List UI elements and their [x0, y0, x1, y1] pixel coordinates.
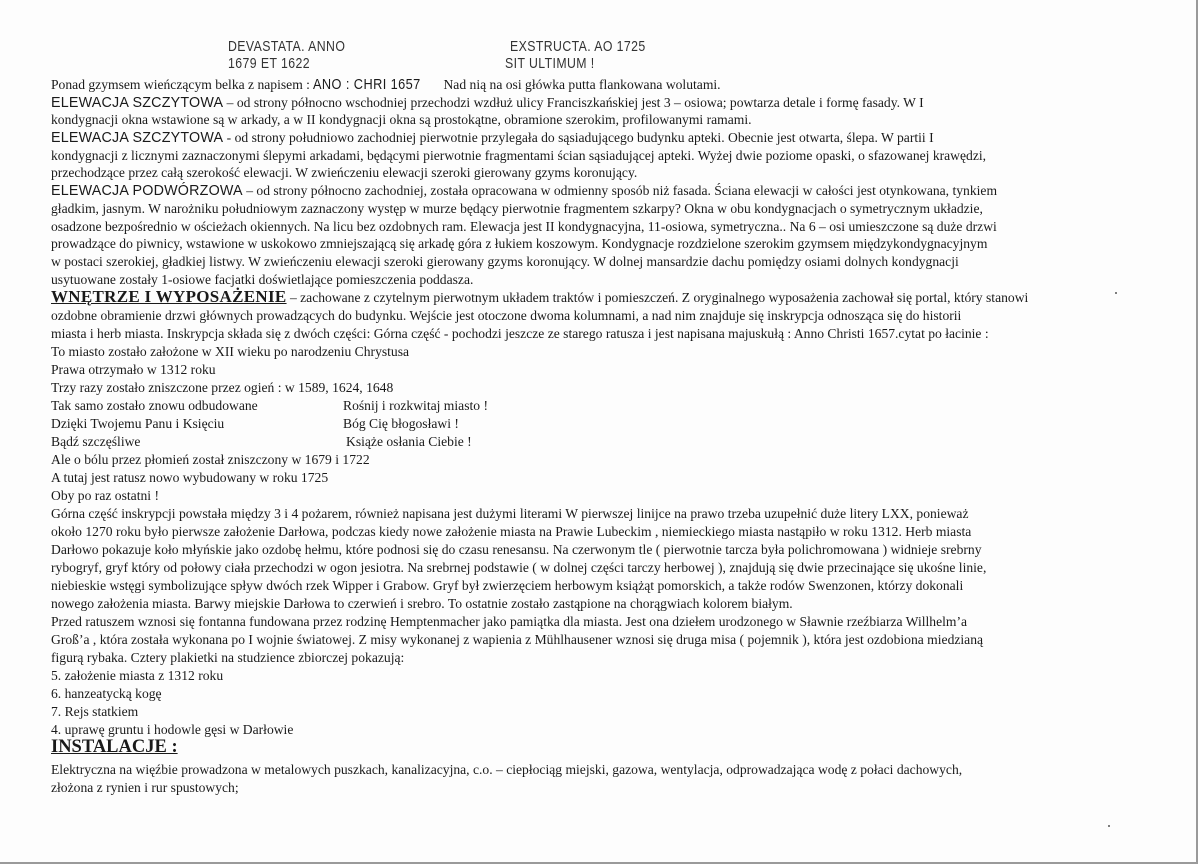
- section-heading-szczytowa-sw: ELEWACJA SZCZYTOWA: [51, 130, 224, 146]
- heading-text: INSTALACJE :: [51, 737, 178, 757]
- list-item: 7. Rejs statkiem: [51, 704, 139, 719]
- inscription-left-line2: 1679 ET 1622: [228, 55, 310, 72]
- text-span: – od strony północno wschodniej przechodzi wzdłuż ulicy Franciszkańskiej jest 3 – osiowa; powtarza detale i formę fasady. W I: [223, 95, 924, 110]
- paragraph-line: Darłowo pokazuje koło młyńskie jako ozdobę hełmu, które podnosi się do czasu renesansu. Na czerwonym tle ( pierwotnie tarcza była polichromowana ) widnieje srebrny: [51, 542, 982, 557]
- poem-line-right: Książe osłania Ciebie !: [346, 434, 472, 449]
- paragraph-line: w postaci szerokiej, gładkiej listwy. W zwieńczeniu elewacji szeroki gierowany gzyms koronujący. W dolnej mansardzie dachu pomiędzy osiami dolnych kondygnacji: [51, 254, 959, 269]
- text-span: Ponad gzymsem wieńczącym belka z napisem :: [51, 77, 314, 92]
- paragraph-line: ozdobne obramienie drzwi głównych prowadzących do budynku. Wejście jest otoczone dwoma kolumnami, a nad nim znajduje się inskrypcja odnosząca się do historii: [51, 308, 962, 323]
- paragraph-line: [51, 129, 934, 147]
- text-span: Nad nią na osi główka putta flankowana wolutami.: [440, 77, 721, 92]
- section-heading-podworzowa: ELEWACJA PODWÓRZOWA: [51, 183, 243, 199]
- poem-line-right: Bóg Cię błogosławi !: [343, 416, 459, 431]
- section-heading-instalacje: [51, 739, 178, 756]
- poem-line: Dzięki Twojemu Panu i Księciu: [51, 416, 225, 431]
- paragraph-line: złożona z rynien i rur spustowych;: [51, 780, 239, 795]
- paragraph-line: Oby po raz ostatni !: [51, 488, 159, 503]
- paragraph-line: To miasto zostało założone w XII wieku po narodzeniu Chrystusa: [51, 344, 410, 359]
- scan-speck: [1108, 825, 1110, 827]
- paragraph-line: [51, 182, 997, 200]
- paragraph-line: gładkim, jasnym. W narożniku południowym zaznaczony występ w murze będący pierwotnie fragmentem szkarpy? Okna w obu kondygnacjach o symetrycznym układzie,: [51, 201, 983, 216]
- paragraph-line: [51, 76, 721, 93]
- text-span: – od strony północno zachodniej, została opracowana w odmienny sposób niż fasada. Ściana elewacji w całości jest otynkowana, tynkiem: [242, 183, 998, 198]
- paragraph-line: A tutaj jest ratusz nowo wybudowany w roku 1725: [51, 470, 329, 485]
- list-item: 6. hanzeatycką kogę: [51, 686, 162, 701]
- paragraph-line: niebieskie wstęgi symbolizujące spływ dwóch rzek Wipper i Grabow. Gryf był zwierzęciem herbowym książąt pomorskich, a także rodów Swenzonen, którzy dokonali: [51, 578, 964, 593]
- poem-line: Tak samo zostało znowu odbudowane: [51, 398, 258, 413]
- poem-line: Bądź szczęśliwe: [51, 434, 141, 449]
- list-item: 4. uprawę gruntu i hodowle gęsi w Darłowie: [51, 722, 294, 737]
- inscription-right-line2: SIT ULTIMUM !: [505, 55, 595, 72]
- paragraph-line: Prawa otrzymało w 1312 roku: [51, 362, 216, 377]
- paragraph-line: prowadzące do piwnicy, wstawione w uskokowo zmniejszającą się arkadę góra z łukiem koszowym. Kondygnacje rozdzielone szerokim gzymsem międzykondygnacyjnym: [51, 236, 988, 251]
- inscription-right-line1: EXSTRUCTA. AO 1725: [510, 38, 646, 55]
- paragraph-line: około 1270 roku było pierwsze założenie Darłowa, podczas kiedy nowe założenie miasta na Prawie Lubeckim , niemieckiego miasta nastąpiło w roku 1312. Herb miasta: [51, 524, 972, 539]
- scan-speck: [1115, 292, 1117, 294]
- paragraph-line: figurą rybaka. Cztery plakietki na studzience zbiorczej pokazują:: [51, 650, 405, 665]
- list-item: 5. założenie miasta z 1312 roku: [51, 668, 224, 683]
- paragraph-line: kondygnacji z licznymi zaznaczonymi ślepymi arkadami, będącymi pierwotnie fragmentami ścian sąsiadującej apteki. Wyżej dwie poziome opaski, o sfazowanej krawędzi,: [51, 148, 987, 163]
- paragraph-line: Górna część inskrypcji powstała między 3 i 4 pożarem, również napisana jest dużymi literami W pierwszej linijce na prawo trzeba uzupełnić duże litery LXX, ponieważ: [51, 506, 969, 521]
- paragraph-line: usytuowane zostały 1-osiowe facjatki doświetlające pomieszczenia poddasza.: [51, 272, 474, 287]
- paragraph-line: Przed ratuszem wznosi się fontanna fundowana przez rodzinę Hemptenmacher jako pamiątka dla miasta. Jest ona dziełem urodzonego w Sławnie rzeźbiarza Willhelm’a: [51, 614, 968, 629]
- section-heading-szczytowa-ne: ELEWACJA SZCZYTOWA: [51, 95, 224, 111]
- paragraph-line: Trzy razy zostało zniszczone przez ogień : w 1589, 1624, 1648: [51, 380, 394, 395]
- section-heading-wnetrze: WNĘTRZE I WYPOSAŻENIE: [51, 287, 287, 306]
- paragraph-line: [51, 94, 924, 112]
- paragraph-line: nowego założenia miasta. Barwy miejskie Darłowa to czerwień i srebro. To ostatnie zostało zastąpione na chorągwiach kolorem białym.: [51, 596, 793, 611]
- text-span: – zachowane z czytelnym pierwotnym układem traktów i pomieszczeń. Z oryginalnego wyposażenia zachował się portal, który stanowi: [286, 290, 1029, 305]
- paragraph-line: kondygnacji okna wstawione są w arkady, a w II kondygnacji okna są prostokątne, obramione szerokim, profilowanymi ramami.: [51, 112, 752, 127]
- paragraph-line: rybogryf, gryf który od połowy ciała przechodzi w ogon jesiotra. Na srebrnej podstawie ( w dolnej części tarczy herbowej ), znajdują się dwie przecinające się ukośne linie,: [51, 560, 987, 575]
- paragraph-line: przechodzące przez całą szerokość elewacji. W zwieńczeniu elewacji szeroki gierowany gzyms koronujący.: [51, 165, 638, 180]
- inscription-left-line1: DEVASTATA. ANNO: [228, 38, 346, 55]
- inscription-text: ANO : CHRI 1657: [313, 76, 422, 93]
- paragraph-line: miasta i herb miasta. Inskrypcja składa się z dwóch części: Górna część - pochodzi jeszcze ze starego ratusza i jest napisana majuskułą : Anno Christi 1657.cytat po łacinie :: [51, 326, 989, 341]
- paragraph-line: Ale o bólu przez płomień został zniszczony w 1679 i 1722: [51, 452, 370, 467]
- text-span: - od strony południowo zachodniej pierwotnie przylegała do sąsiadującego budynku apteki. Obecnie jest otwarta, ślepa. W partii I: [223, 130, 934, 145]
- paragraph-line: [51, 288, 1028, 306]
- paragraph-line: Elektryczna na więźbie prowadzona w metalowych puszkach, kanalizacyjna, c.o. – ciepłociąg miejski, gazowa, wentylacja, odprowadzająca wodę z połaci dachowych,: [51, 762, 963, 777]
- paragraph-line: osadzone bezpośrednio w ościeżach okiennych. Na licu bez ozdobnych ram. Elewacja jest II kondygnacyjna, 11-osiowa, symetryczna.. Na 6 – osi umieszczone są duże drzwi: [51, 219, 997, 234]
- poem-line-right: Rośnij i rozkwitaj miasto !: [343, 398, 488, 413]
- paragraph-line: Groß’a , która została wykonana po I wojnie światowej. Z misy wykonanej z wapienia z Mühlhausener wznosi się druga misa ( pojemnik ), która jest ozdobiona miedzianą: [51, 632, 984, 647]
